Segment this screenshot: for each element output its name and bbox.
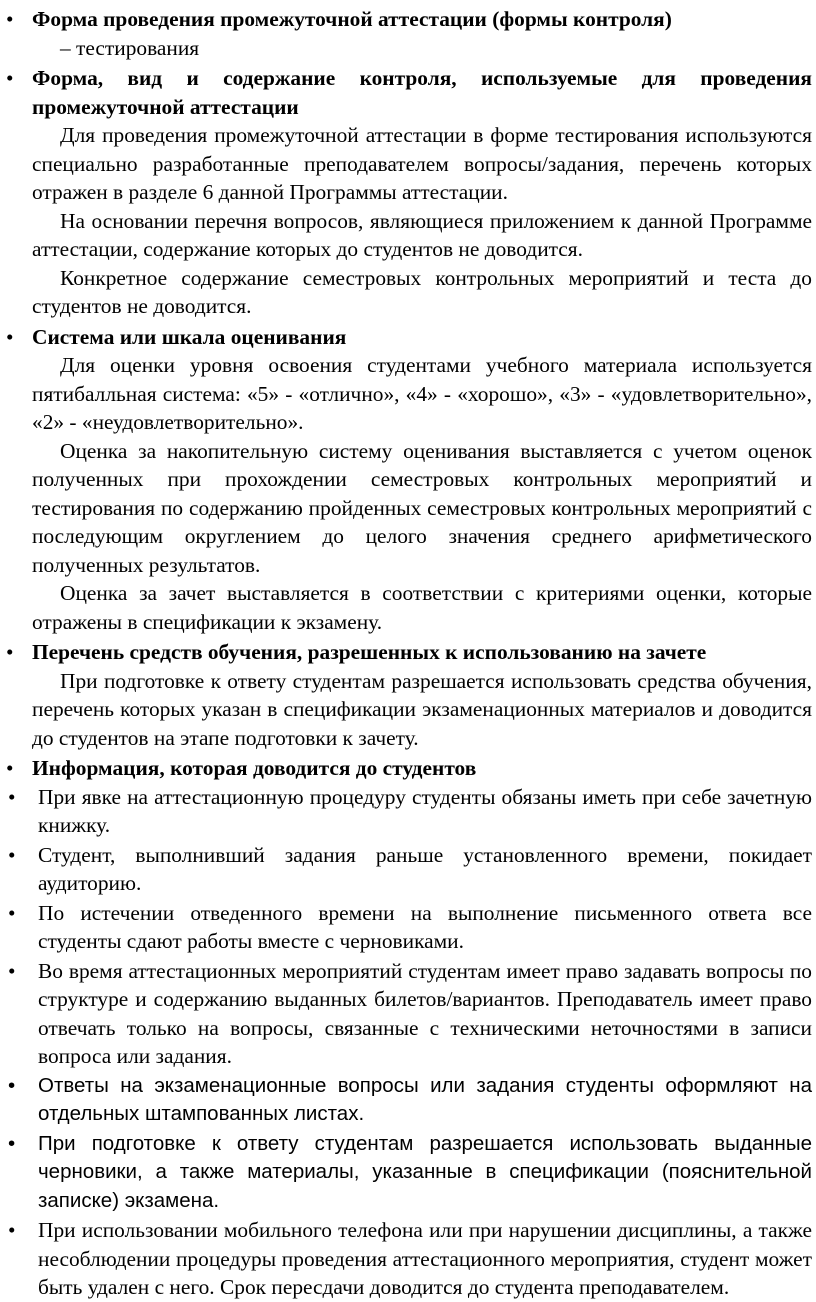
bullet-icon: • xyxy=(6,756,14,780)
bullet-icon: • xyxy=(6,66,14,90)
list-item xyxy=(8,841,812,898)
bullet-icon: • xyxy=(8,1131,16,1155)
paragraph: Оценка за накопительную систему оценивания выставляется с учетом оценок полученных при прохождении семестровых контрольных мероприятий и тестирования по содержанию пройденных семестровых контрольных мероприятий с последующим округлением до целого значения среднего арифметического полученных результатов. xyxy=(32,438,812,577)
section-student-information xyxy=(6,754,812,783)
paragraph: Для проведения промежуточной аттестации в форме тестирования используются специально разработанные преподавателем вопросы/задания, перечень которых отражен в разделе 6 данной Программы аттестации. xyxy=(32,123,812,204)
list-item xyxy=(8,783,812,840)
paragraph: При подготовке к ответу студентам разрешается использовать средства обучения, перечень которых указан в спецификации экзаменационных материалов и доводится до студентов на этапе подготовки к зачету. xyxy=(32,668,812,750)
list-item-text: Студент, выполнивший задания раньше установленного времени, покидает аудиторию. xyxy=(38,842,812,895)
list-item-text: Во время аттестационных мероприятий студентам имеет право задавать вопросы по структуре и содержанию выданных билетов/вариантов. Преподаватель имеет право отвечать только на вопросы, связанные с техническими неточностями в записи вопроса или задания. xyxy=(38,958,812,1068)
section-heading: Информация, которая доводится до студентов xyxy=(32,756,477,780)
section-subline: – тестирования xyxy=(60,35,200,60)
paragraph: На основании перечня вопросов, являющиеся приложением к данной Программе аттестации, содержание которых до студентов не доводится. xyxy=(32,208,812,261)
document-page xyxy=(6,5,812,1302)
list-item-text: При подготовке к ответу студентам разрешается использовать выданные черновики, а также материалы, указанные в спецификации (пояснительной записке) экзамена. xyxy=(38,1131,812,1212)
bullet-icon: • xyxy=(8,784,16,809)
list-item xyxy=(8,1130,812,1216)
list-item-text: Ответы на экзаменационные вопросы или задания студенты оформляют на отдельных штампованных листах. xyxy=(38,1073,812,1125)
bullet-icon: • xyxy=(6,324,14,349)
bullet-icon: • xyxy=(8,1073,16,1097)
bullet-icon: • xyxy=(8,842,16,867)
bullet-icon: • xyxy=(6,7,14,31)
paragraph: Оценка за зачет выставляется в соответствии с критериями оценки, которые отражены в спецификации к экзамену. xyxy=(32,581,812,634)
section-assessment-form xyxy=(6,5,812,62)
section-heading: Форма проведения промежуточной аттестации (формы контроля) xyxy=(32,7,672,31)
list-item-text: При использовании мобильного телефона или при нарушении дисциплины, а также несоблюдении процедуры проведения аттестационного мероприятия, студент может быть удален с него. Срок пересдачи доводится до студента преподавателем. xyxy=(38,1218,812,1299)
list-item-text: По истечении отведенного времени на выполнение письменного ответа все студенты сдают работы вместе с черновиками. xyxy=(38,900,812,953)
list-item xyxy=(8,1072,812,1129)
section-heading: Система или шкала оценивания xyxy=(32,324,347,349)
section-heading: Перечень средств обучения, разрешенных к использованию на зачете xyxy=(32,640,707,664)
paragraph: Для оценки уровня освоения студентами учебного материала используется пятибалльная система: «5» - «отлично», «4» - «хорошо», «3» - «удовлетворительно», «2» - «неудовлетворительно». xyxy=(32,353,812,434)
bullet-icon: • xyxy=(6,640,14,664)
paragraph: Конкретное содержание семестровых контрольных мероприятий и теста до студентов не доводится. xyxy=(32,265,812,318)
section-heading: Форма, вид и содержание контроля, используемые для проведения промежуточной аттестации xyxy=(32,66,812,119)
list-item xyxy=(8,957,812,1071)
bullet-icon: • xyxy=(8,958,16,983)
bullet-icon: • xyxy=(8,1218,16,1242)
list-item xyxy=(8,899,812,956)
section-control-content xyxy=(6,64,812,321)
bullet-icon: • xyxy=(8,900,16,925)
section-allowed-materials xyxy=(6,638,812,752)
section-grading-scale xyxy=(6,323,812,637)
list-item-text: При явке на аттестационную процедуру студенты обязаны иметь при себе зачетную книжку. xyxy=(38,784,812,837)
rules-list xyxy=(6,783,812,1302)
list-item xyxy=(8,1216,812,1302)
